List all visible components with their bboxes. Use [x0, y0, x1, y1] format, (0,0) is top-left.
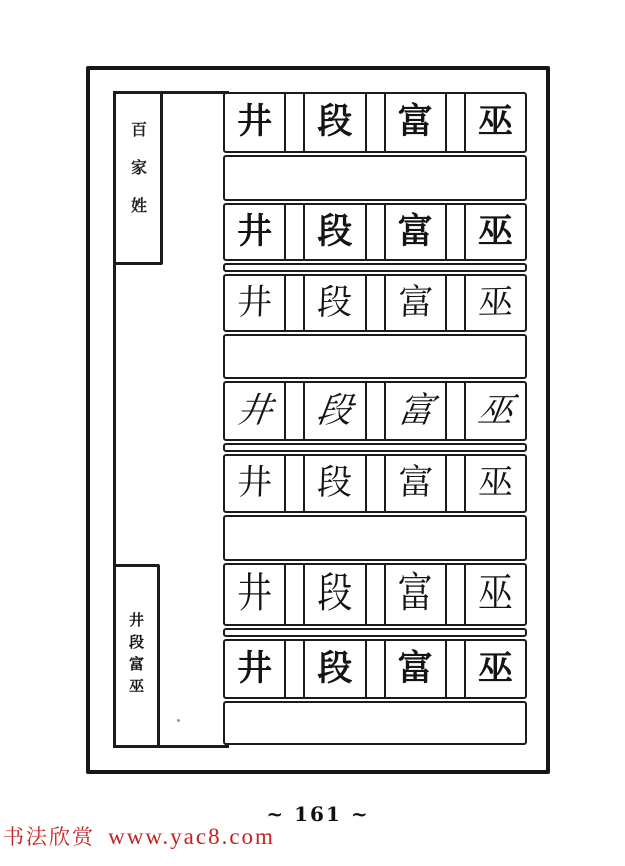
- char-cell-jing: 井: [236, 463, 273, 503]
- char-cell-duan: 段: [316, 463, 354, 503]
- char-cell-fu: 富: [397, 211, 433, 252]
- empty-practice-band: [223, 334, 527, 379]
- divider-cell: [365, 456, 386, 511]
- watermark-site-url: www.yac8.com: [108, 824, 275, 849]
- divider-cell: [284, 565, 305, 624]
- character-row-7: [223, 639, 527, 699]
- character-row-2: [223, 203, 527, 261]
- char-cell-duan: 段: [317, 102, 353, 142]
- char-cell-wu: 巫: [477, 211, 513, 252]
- char-cell-jing: 井: [237, 648, 273, 689]
- char-cell-fu: 富: [397, 648, 433, 689]
- char-cell-wu: 巫: [477, 463, 514, 503]
- char-cell-fu: 富: [397, 102, 433, 142]
- divider-cell: [284, 276, 305, 330]
- empty-practice-band: [223, 155, 527, 201]
- char-cell-duan: 段: [317, 211, 353, 252]
- divider-cell: [445, 205, 466, 259]
- thin-spacer-band: [223, 263, 527, 272]
- divider-cell: [284, 641, 305, 697]
- thin-spacer-band: [223, 628, 527, 637]
- char-cell-fu: 富: [397, 570, 433, 618]
- divider-cell: [365, 276, 386, 330]
- character-row-1: [223, 92, 527, 153]
- thin-spacer-band: [223, 443, 527, 452]
- scan-speck: [177, 719, 180, 722]
- sidebar-title-baijiaxing: 百家姓: [128, 121, 148, 235]
- character-row-3: [223, 274, 527, 332]
- char-cell-jing: 井: [237, 570, 273, 618]
- divider-cell: [445, 565, 466, 624]
- char-cell-wu: 巫: [477, 102, 513, 142]
- sidebar-surname-box: [113, 564, 160, 748]
- divider-cell: [365, 565, 386, 624]
- empty-practice-band: [223, 701, 527, 745]
- char-cell-duan: 段: [317, 648, 353, 689]
- page-number: ~ 161 ~: [266, 802, 370, 826]
- divider-cell: [284, 94, 305, 151]
- character-row-5: [223, 454, 527, 513]
- empty-practice-band: [223, 515, 527, 561]
- divider-cell: [284, 205, 305, 259]
- char-cell-jing: 井: [237, 211, 273, 252]
- divider-cell: [445, 94, 466, 151]
- char-cell-jing: 井: [234, 390, 276, 431]
- watermark: [3, 821, 275, 851]
- watermark-site-name: 书法欣赏: [3, 825, 95, 849]
- divider-cell: [365, 94, 386, 151]
- practice-grid: [223, 92, 527, 745]
- char-cell-duan: 段: [316, 282, 354, 323]
- divider-cell: [445, 641, 466, 697]
- char-cell-fu: 富: [396, 463, 434, 503]
- divider-cell: [284, 456, 305, 511]
- char-cell-wu: 巫: [477, 282, 514, 323]
- char-cell-wu: 巫: [477, 648, 513, 689]
- sidebar-surname-label: 井段富巫: [127, 612, 145, 700]
- divider-cell: [365, 205, 386, 259]
- char-cell-duan: 段: [317, 570, 353, 618]
- character-row-6: [223, 563, 527, 626]
- char-cell-fu: 富: [394, 390, 436, 431]
- sidebar-title-box: [113, 91, 163, 265]
- char-cell-jing: 井: [236, 282, 273, 323]
- divider-cell: [445, 276, 466, 330]
- char-cell-wu: 巫: [477, 570, 513, 618]
- divider-cell: [445, 456, 466, 511]
- char-cell-fu: 富: [396, 282, 434, 323]
- char-cell-jing: 井: [237, 102, 273, 142]
- divider-cell: [365, 641, 386, 697]
- char-cell-wu: 巫: [475, 390, 516, 431]
- char-cell-duan: 段: [314, 390, 356, 431]
- character-row-4: [223, 381, 527, 441]
